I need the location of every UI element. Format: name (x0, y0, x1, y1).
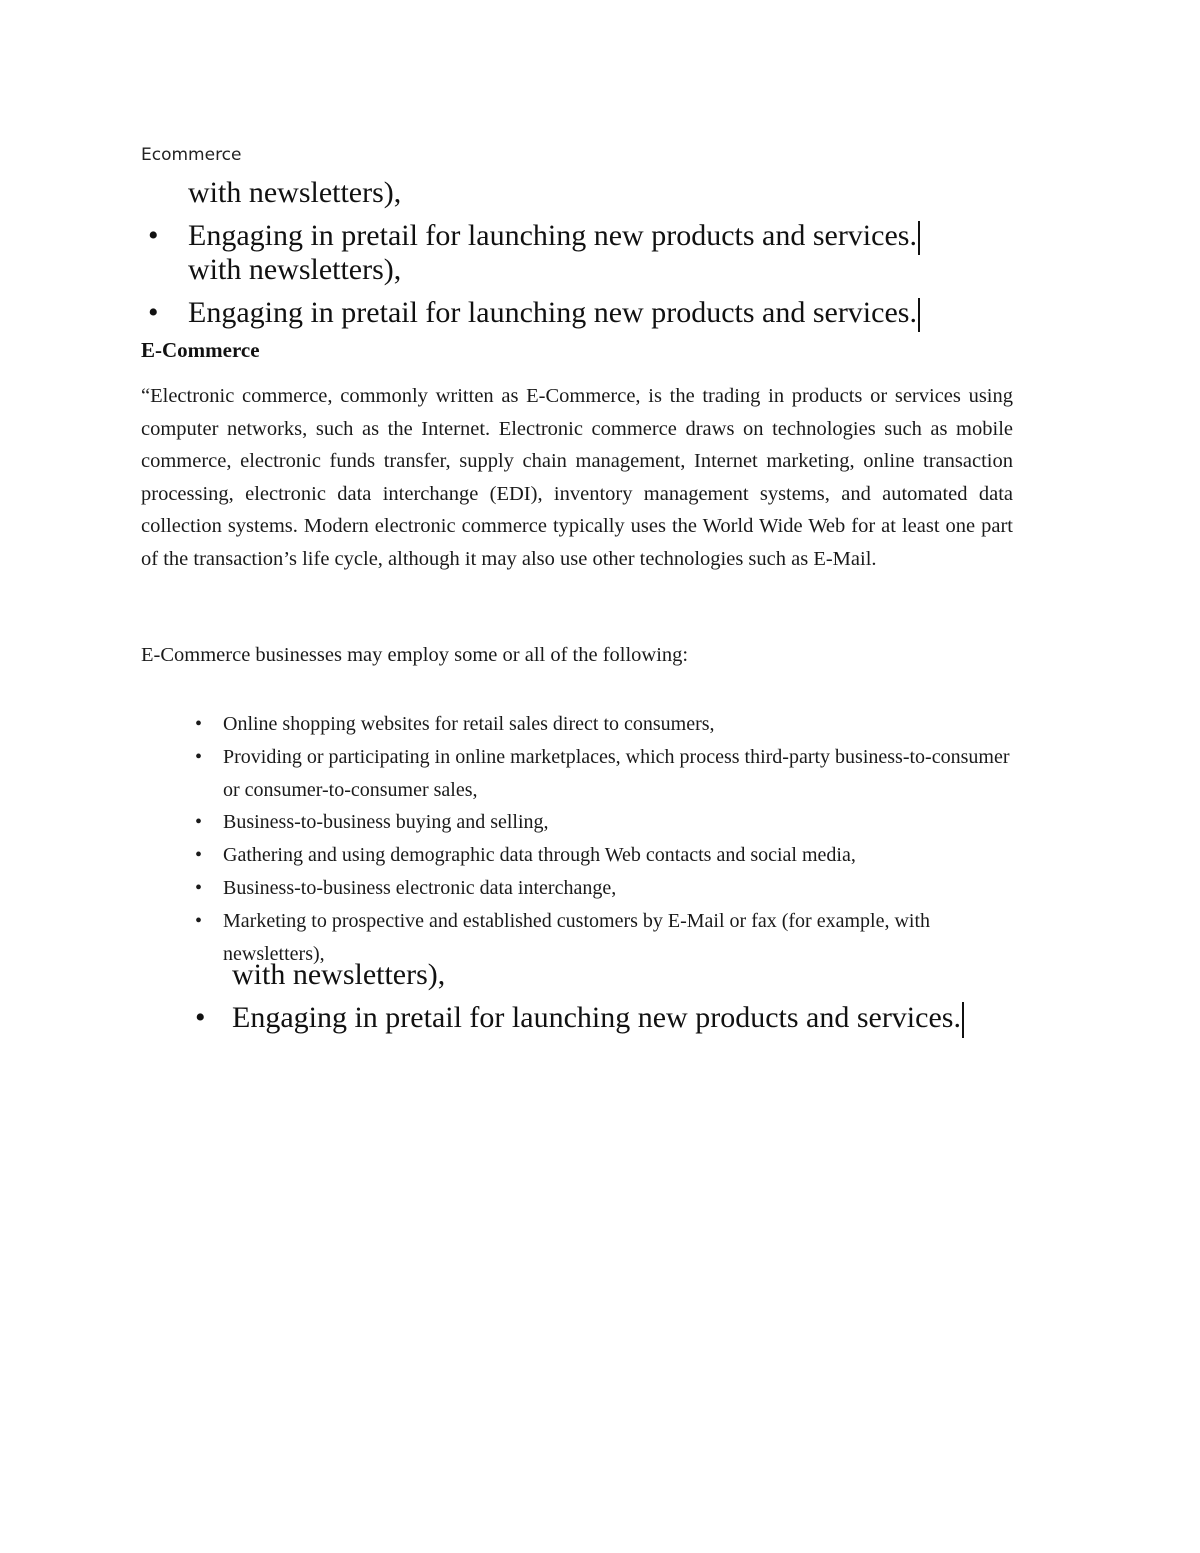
bullet-list (195, 708, 1015, 965)
page-header-label: Ecommerce (141, 145, 242, 165)
bullet-icon: • (195, 876, 203, 899)
list-item-text: Business-to-business electronic data interchange, (223, 876, 617, 899)
list-item (195, 806, 1015, 839)
snippet-line-continuation: with newsletters), (188, 176, 402, 209)
list-item (195, 872, 1015, 905)
list-item-text: Gathering and using demographic data through Web contacts and social media, (223, 844, 856, 867)
list-item (195, 839, 1015, 872)
snippet-line-bullet (188, 219, 920, 255)
snippet-bullet-text: Engaging in pretail for launching new products and services. (232, 1001, 961, 1034)
text-cursor (918, 221, 920, 255)
list-intro: E-Commerce businesses may employ some or all of the following: (141, 644, 689, 666)
list-item-text: Business-to-business buying and selling, (223, 811, 549, 834)
bullet-icon: • (195, 713, 203, 735)
bullet-icon: • (195, 909, 203, 932)
body-paragraph: “Electronic commerce, commonly written as E-Commerce, is the trading in products or services using computer networks, such as the Internet. Electronic commerce draws on technologies such as mobile commerce, electronic funds transfer, supply chain management, Internet marketing, online transaction processing, electronic data interchange (EDI), inventory management systems, and automated data collection systems. Modern electronic commerce typically uses the World Wide Web for at least one part of the transaction’s life cycle, although it may also use other technologies such as E-Mail. (141, 385, 1013, 570)
text-cursor (918, 298, 920, 332)
snippet-line-bullet (188, 296, 920, 332)
snippet-line-bullet (232, 1001, 964, 1038)
list-item-text: Providing or participating in online marketplaces, which process third-party business-to-consumer or consumer-to-consumer sales, (223, 745, 1010, 801)
text-cursor (962, 1002, 964, 1038)
snippet-block-3 (195, 958, 1025, 1044)
bullet-icon: • (195, 1001, 206, 1034)
snippet-bullet-text: Engaging in pretail for launching new products and services. (188, 219, 917, 252)
list-item (195, 708, 1015, 741)
list-item-text: Online shopping websites for retail sales direct to consumers, (223, 713, 715, 735)
snippet-block-1 (148, 176, 1018, 256)
snippet-line-continuation: with newsletters), (232, 958, 446, 991)
list-item-text: Marketing to prospective and established customers by E-Mail or fax (for example, with newsletters), (223, 909, 931, 965)
list-item (195, 741, 1015, 807)
section-heading: E-Commerce (141, 338, 260, 362)
snippet-block-2 (148, 253, 1018, 335)
bullet-icon: • (148, 219, 159, 252)
bullet-icon: • (195, 844, 203, 867)
snippet-bullet-text: Engaging in pretail for launching new products and services. (188, 296, 917, 329)
bullet-icon: • (148, 296, 159, 329)
bullet-icon: • (195, 745, 203, 768)
snippet-line-continuation: with newsletters), (188, 253, 402, 286)
bullet-icon: • (195, 811, 203, 834)
